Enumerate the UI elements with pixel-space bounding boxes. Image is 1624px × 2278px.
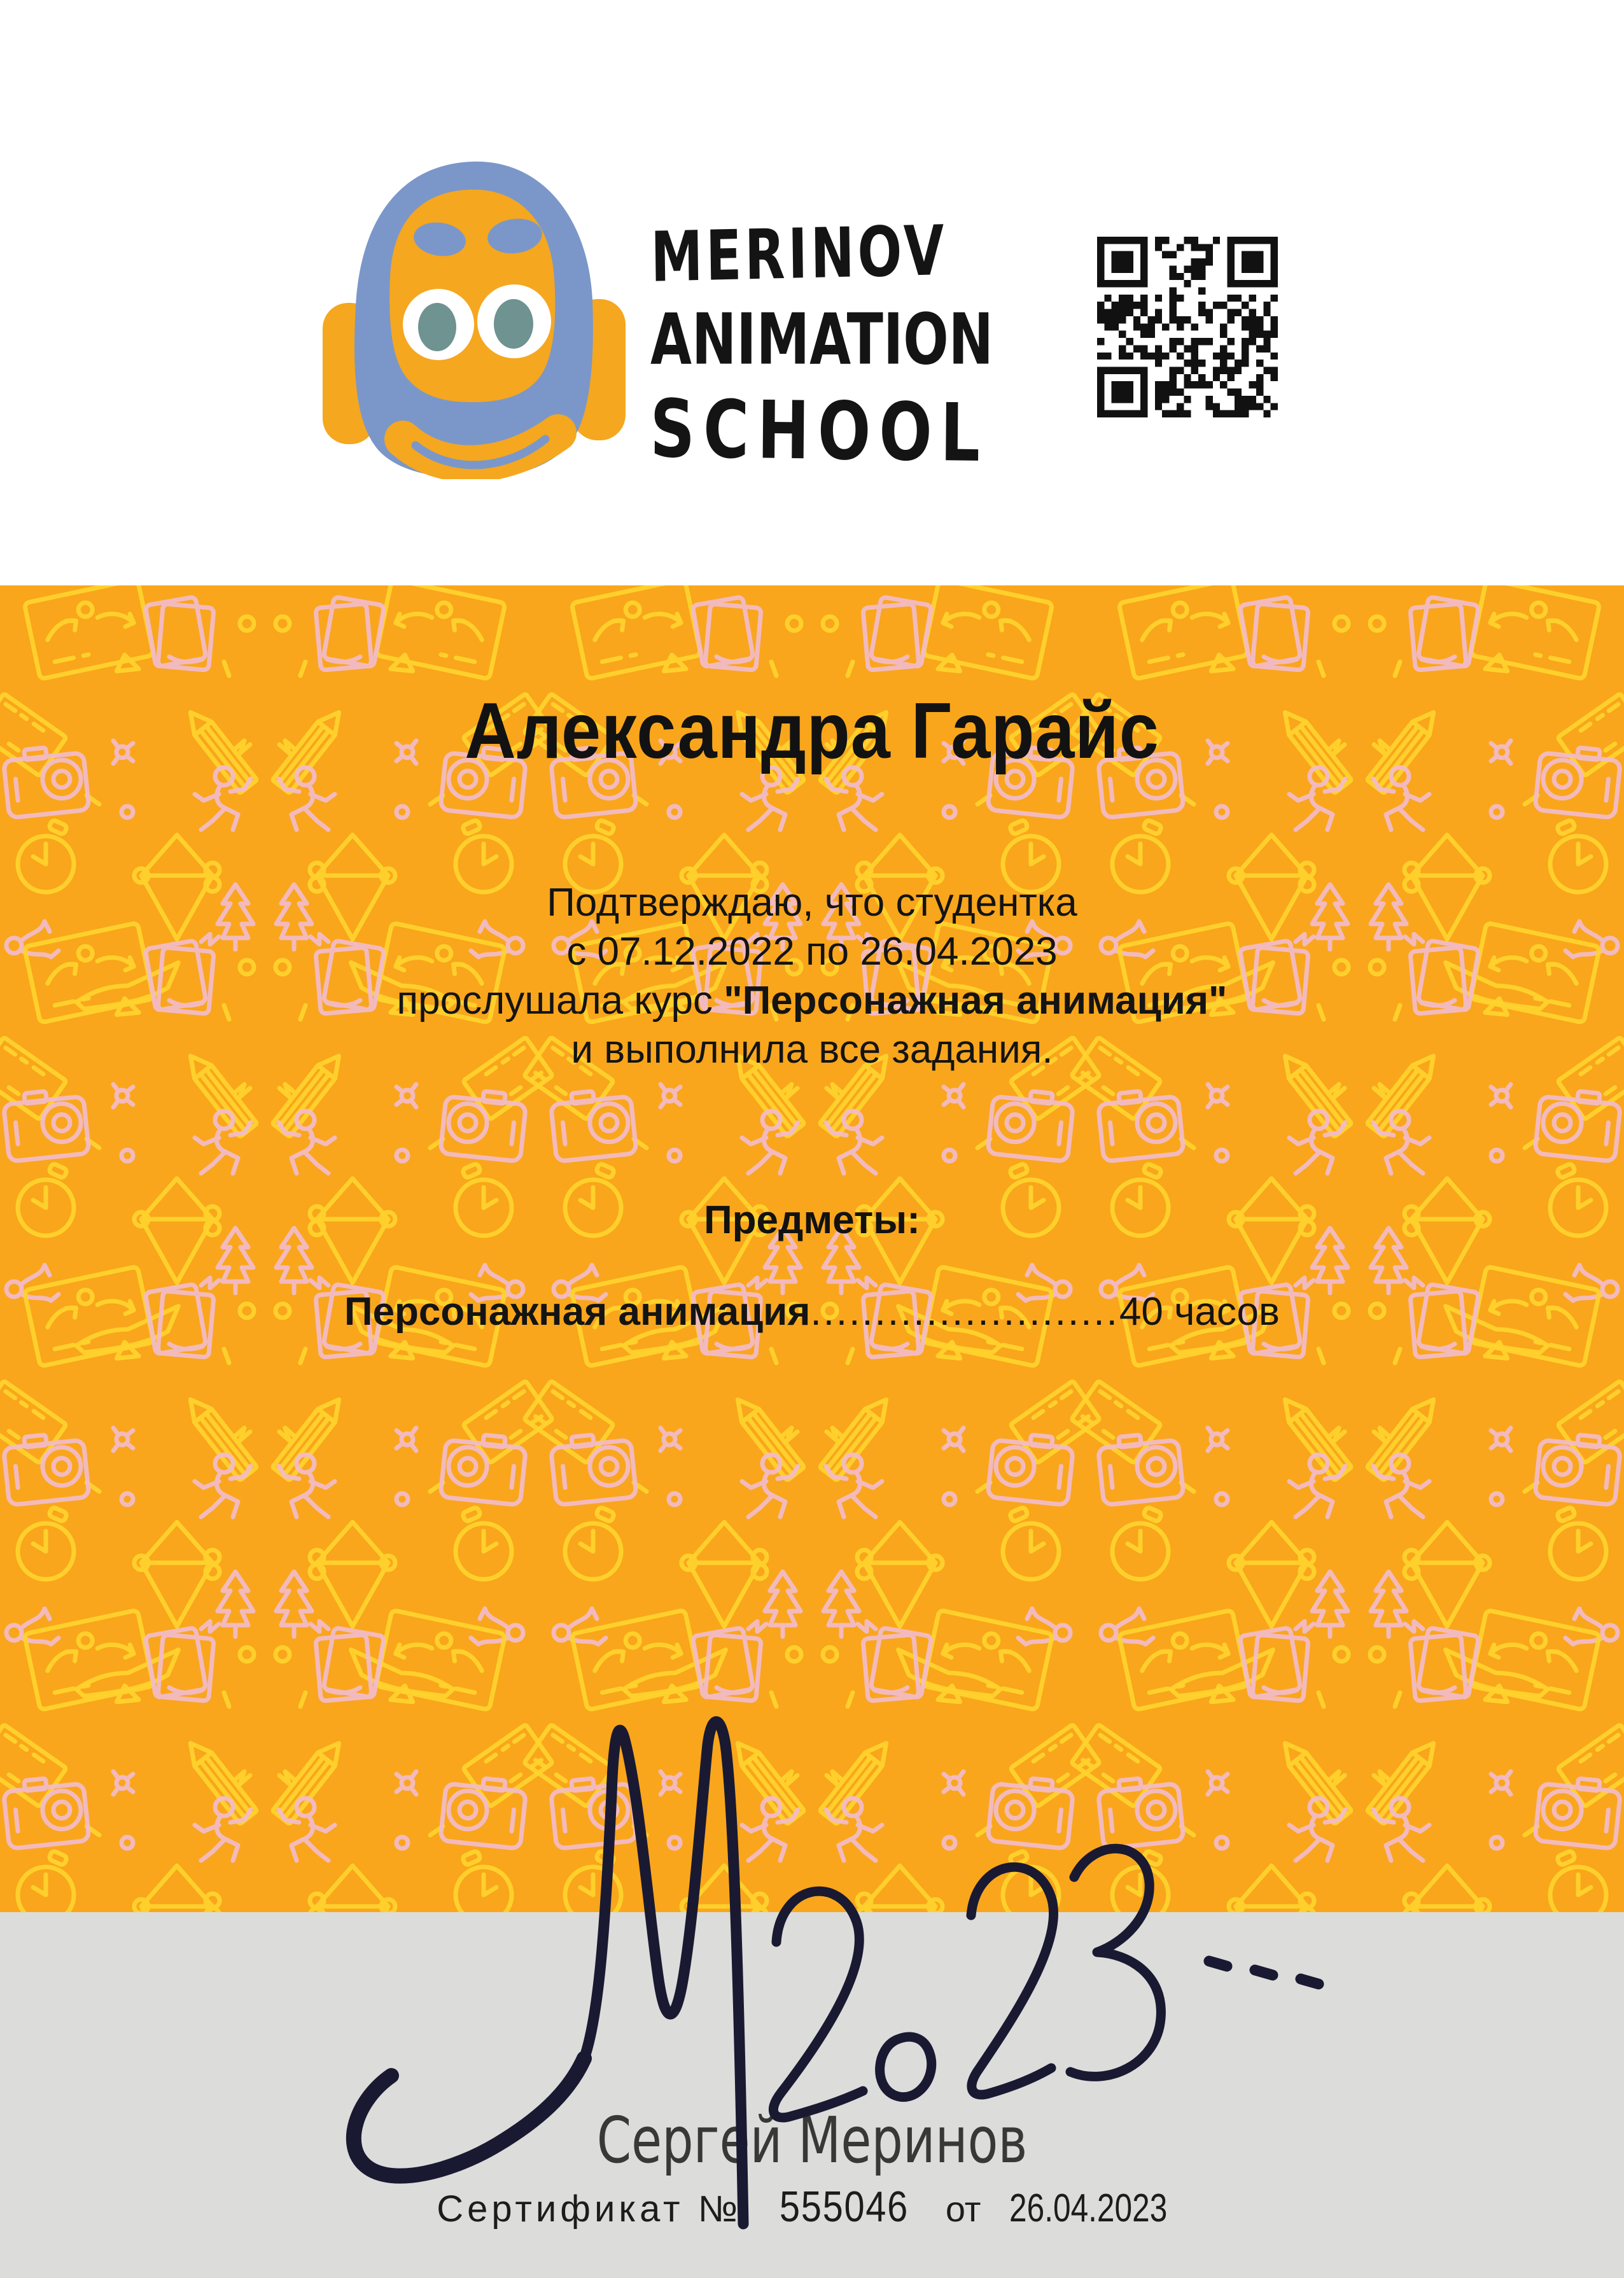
signer-name: Сергей Меринов — [596, 2103, 1028, 2177]
statement-line-1: Подтверждаю, что студентка — [547, 881, 1077, 925]
statement-line-2: с 07.12.2022 по 26.04.2023 — [566, 930, 1058, 974]
subject-hours: 40 часов — [1119, 1290, 1280, 1334]
robot-right-pupil — [494, 299, 533, 349]
wordmark-line-3: SCHOOL — [649, 382, 989, 480]
subject-row — [0, 1289, 1624, 1334]
issue-date: 26.04.2023 — [1009, 2186, 1168, 2230]
wordmark-line-1: MERINOV — [650, 211, 948, 298]
wordmark-line-2: ANIMATION — [650, 298, 993, 381]
qr-code — [1097, 237, 1278, 417]
statement-line-3: прослушала курс "Персонажная анимация" — [396, 979, 1228, 1023]
robot-left-pupil — [418, 303, 456, 351]
course-name: "Персонажная анимация" — [724, 979, 1228, 1023]
handwritten-signature — [331, 1686, 1349, 2233]
certificate-label: Сертификат № — [437, 2188, 741, 2230]
dotted-leader: ........................ — [810, 1290, 1119, 1334]
header — [0, 0, 1624, 585]
subjects-heading: Предметы: — [704, 1198, 920, 1242]
school-wordmark — [649, 211, 1045, 480]
certificate-number: 555046 — [779, 2183, 909, 2231]
student-name: Александра Гарайс — [465, 687, 1159, 775]
statement-text — [0, 878, 1624, 1074]
subject-name: Персонажная анимация — [344, 1290, 811, 1334]
robot-logo-icon — [321, 158, 627, 479]
date-preposition: от — [945, 2189, 981, 2229]
statement-line-4: и выполнила все задания. — [571, 1028, 1053, 1072]
